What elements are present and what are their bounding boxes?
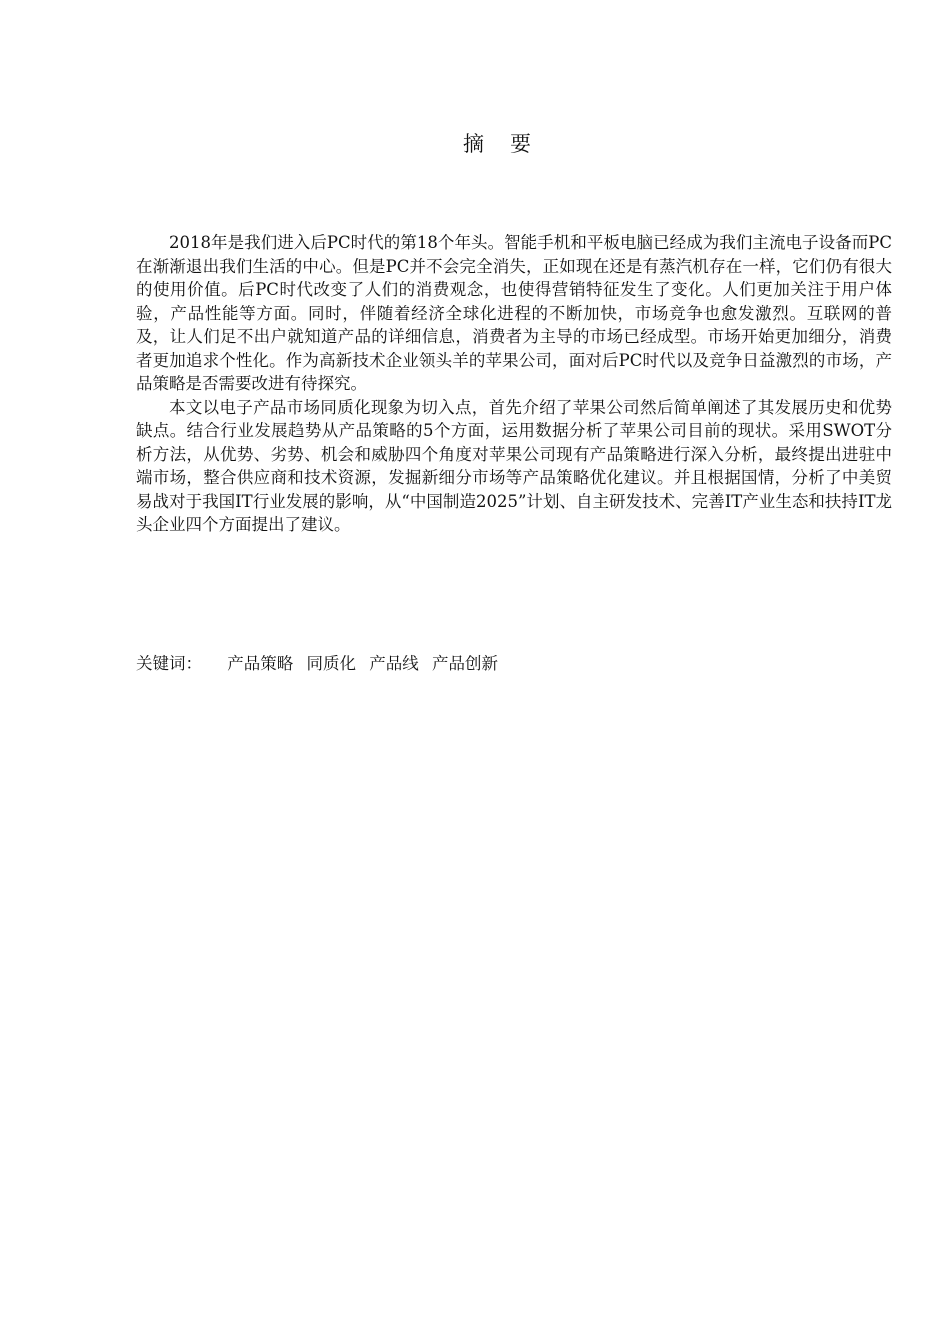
keyword-item: 产品线: [369, 654, 419, 673]
abstract-body: [136, 231, 892, 537]
keyword-item: 同质化: [306, 654, 356, 673]
keywords-label: 关键词：: [136, 654, 202, 673]
abstract-paragraph-1: 2018年是我们进入后PC时代的第18个年头。智能手机和平板电脑已经成为我们主流电子设备而PC在渐渐退出我们生活的中心。但是PC并不会完全消失，正如现在还是有蒸汽机存在一样，它们仍有很大的使用价值。后PC时代改变了人们的消费观念，也使得营销特征发生了变化。人们更加关注于用户体验，产品性能等方面。同时，伴随着经济全球化进程的不断加快，市场竞争也愈发激烈。互联网的普及，让人们足不出户就知道产品的详细信息，消费者为主导的市场已经成型。市场开始更加细分，消费者更加追求个性化。作为高新技术企业领头羊的苹果公司，面对后PC时代以及竞争日益激烈的市场，产品策略是否需要改进有待探究。: [136, 233, 892, 393]
keyword-item: 产品创新: [432, 654, 498, 673]
abstract-title: 摘要: [463, 132, 557, 156]
keywords-line: [136, 652, 506, 676]
abstract-paragraph-2: 本文以电子产品市场同质化现象为切入点，首先介绍了苹果公司然后简单阐述了其发展历史和优势缺点。结合行业发展趋势从产品策略的5个方面，运用数据分析了苹果公司目前的现状。采用SWOT分析方法，从优势、劣势、机会和威胁四个角度对苹果公司现有产品策略进行深入分析，最终提出进驻中端市场，整合供应商和技术资源，发掘新细分市场等产品策略优化建议。并且根据国情，分析了中美贸易战对于我国IT行业发展的影响，从“中国制造2025”计划、自主研发技术、完善IT产业生态和扶持IT龙头企业四个方面提出了建议。: [136, 397, 892, 534]
keyword-item: 产品策略: [227, 654, 294, 673]
